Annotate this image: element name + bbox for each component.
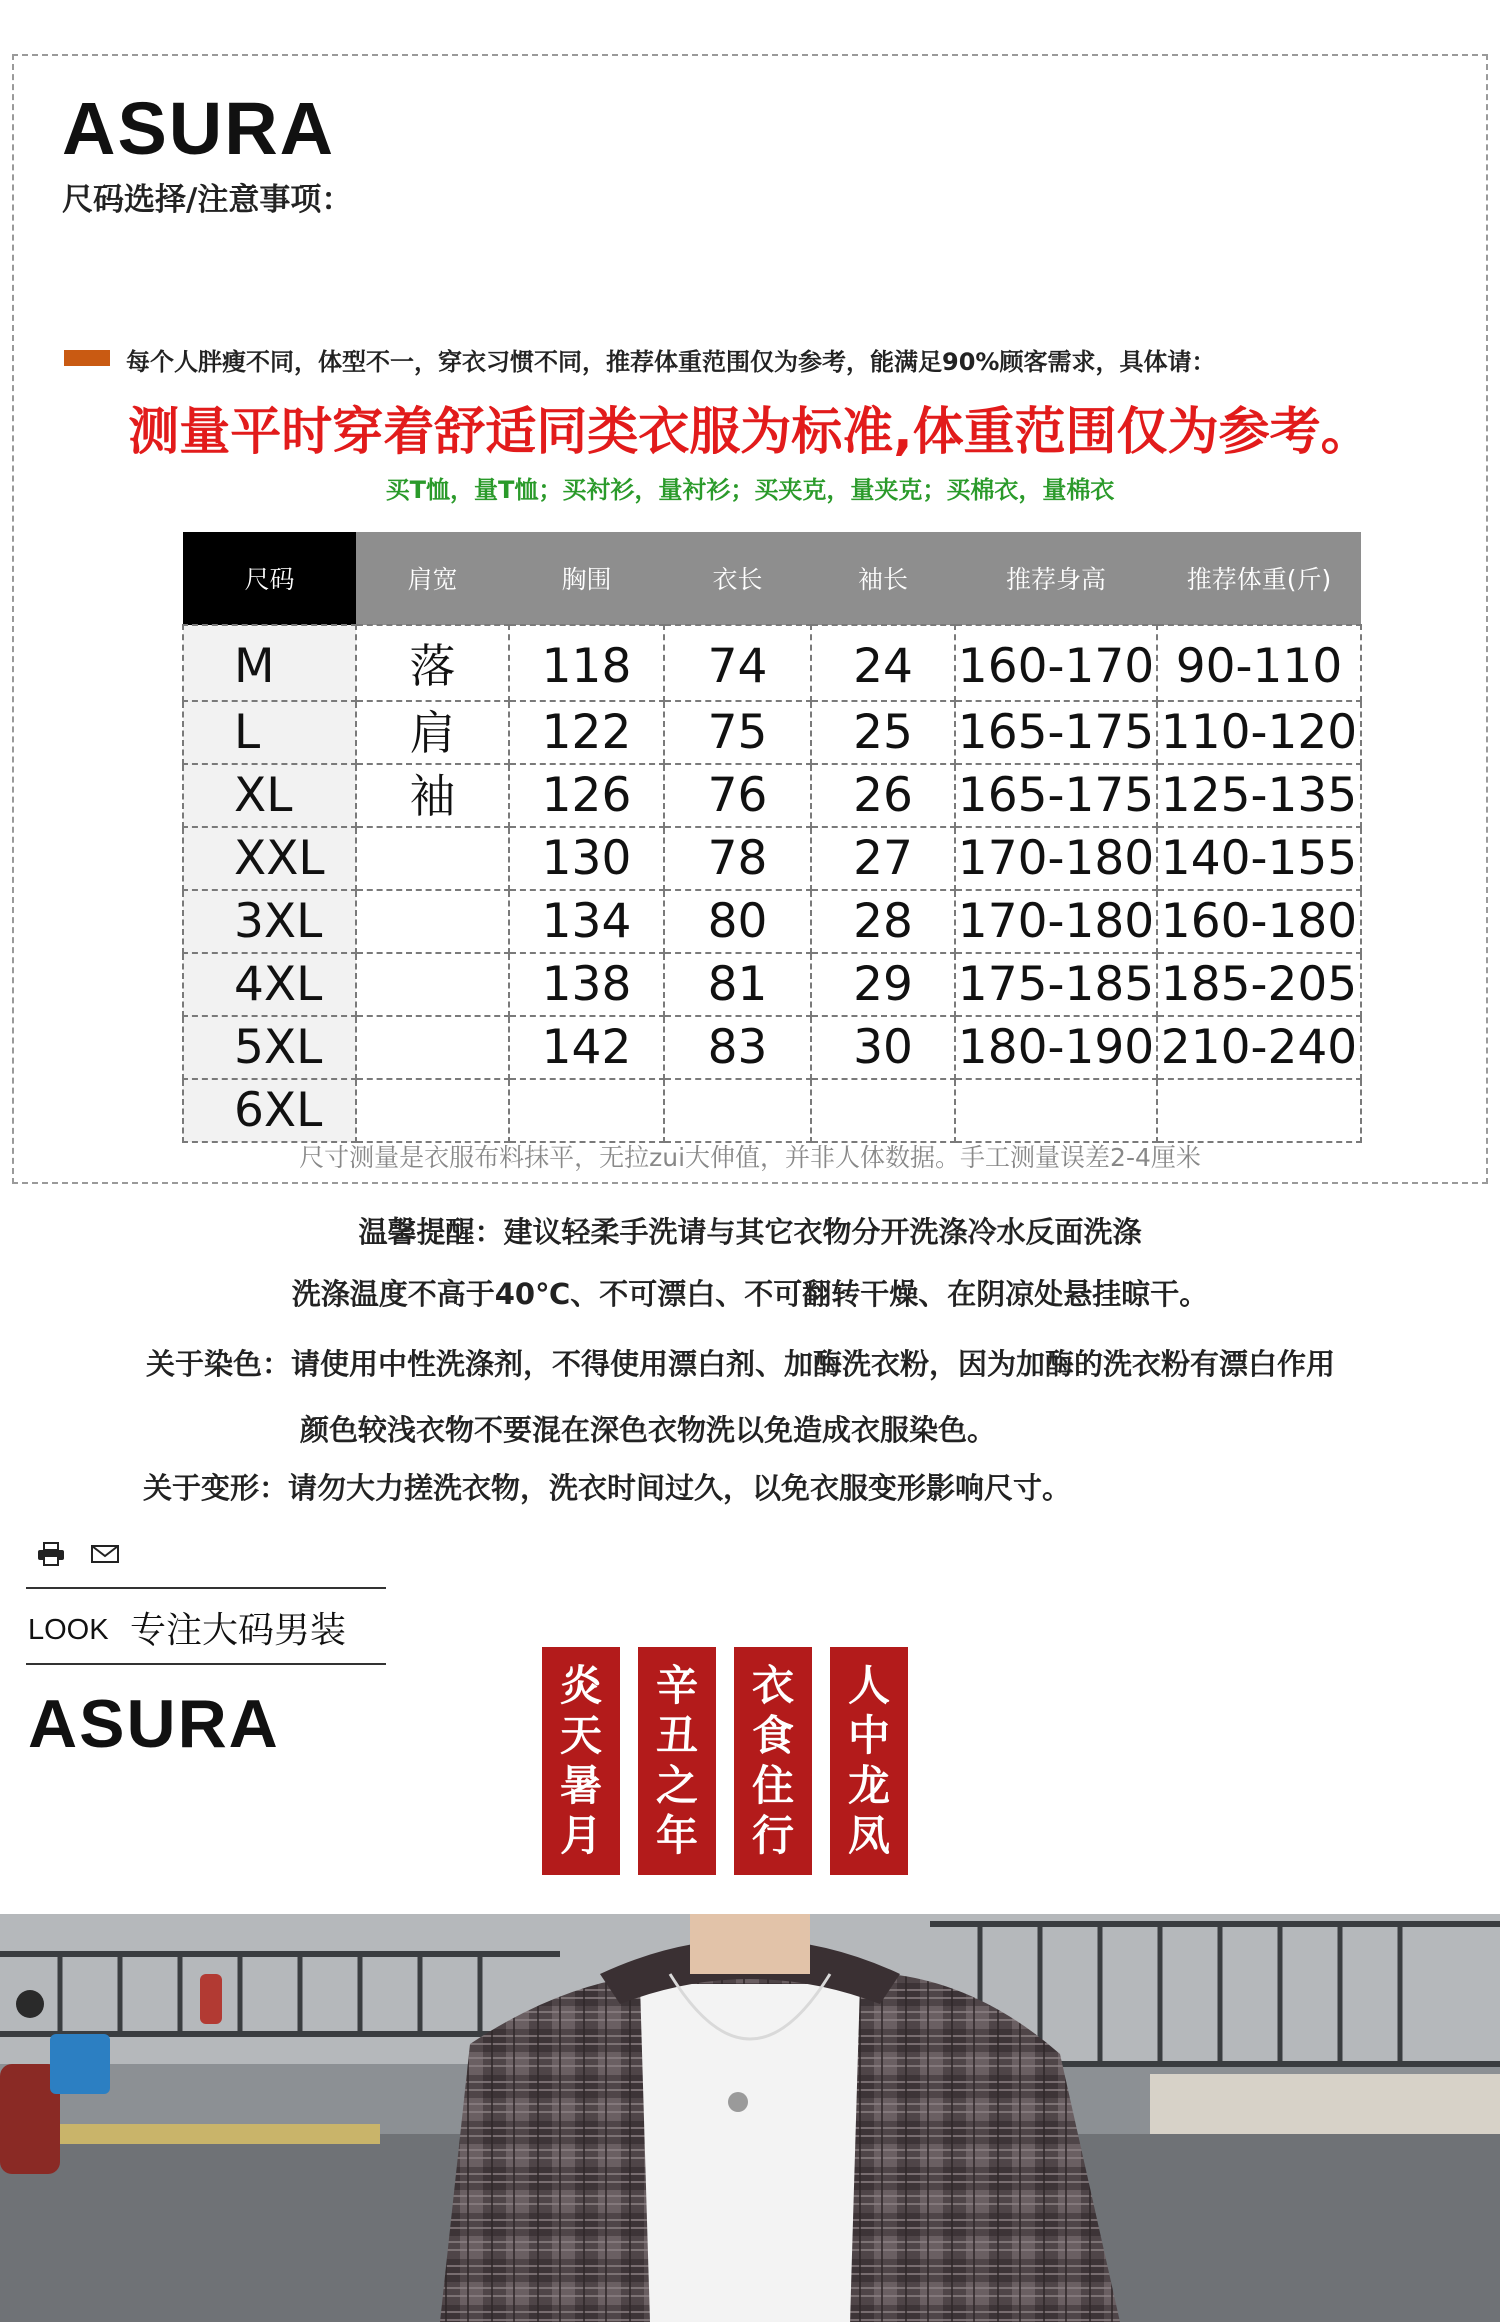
header-shoulder: 肩宽 bbox=[356, 532, 509, 625]
disclaimer-text: 每个人胖瘦不同，体型不一，穿衣习惯不同，推荐体重范围仅为参考，能满足90%顾客需求，具体请： bbox=[126, 348, 1216, 376]
cell-size: M bbox=[183, 625, 356, 701]
seal-char: 炎 bbox=[559, 1661, 602, 1710]
page-subtitle: 尺码选择/注意事项： bbox=[62, 182, 353, 218]
table-row bbox=[183, 827, 1361, 890]
measurement-footnote: 尺寸测量是衣服布料抹平，无拉zui大伸值，并非人体数据。手工测量误差2-4厘米 bbox=[299, 1143, 1201, 1172]
table-row bbox=[183, 1016, 1361, 1079]
cell-chest: 142 bbox=[509, 1016, 664, 1079]
measurement-headline: 测量平时穿着舒适同类衣服为标准,体重范围仅为参考。 bbox=[128, 403, 1372, 462]
cell-size: XXL bbox=[183, 827, 356, 890]
cell-weight: 125-135 bbox=[1157, 764, 1361, 827]
cell-shoulder bbox=[356, 1079, 509, 1142]
cell-chest: 134 bbox=[509, 890, 664, 953]
cell-chest: 118 bbox=[509, 625, 664, 701]
header-sleeve: 袖长 bbox=[811, 532, 955, 625]
model-photo bbox=[0, 1914, 1500, 2322]
cell-length: 76 bbox=[664, 764, 811, 827]
printer-icon[interactable] bbox=[36, 1542, 66, 1566]
share-toolbar bbox=[36, 1542, 120, 1566]
seal-char: 暑 bbox=[559, 1761, 602, 1810]
cell-length: 80 bbox=[664, 890, 811, 953]
cell-height: 180-190 bbox=[955, 1016, 1157, 1079]
seal-char: 辛 bbox=[655, 1661, 698, 1710]
seal-char: 中 bbox=[847, 1711, 890, 1760]
cell-weight: 140-155 bbox=[1157, 827, 1361, 890]
cell-sleeve: 30 bbox=[811, 1016, 955, 1079]
seal-char: 年 bbox=[655, 1811, 698, 1860]
seal-char: 人 bbox=[847, 1661, 890, 1710]
divider bbox=[26, 1587, 386, 1589]
table-row bbox=[183, 625, 1361, 701]
cell-shoulder bbox=[356, 890, 509, 953]
cell-length: 81 bbox=[664, 953, 811, 1016]
care-dye: 关于染色：请使用中性洗涤剂，不得使用漂白剂、加酶洗衣粉，因为加酶的洗衣粉有漂白作用 bbox=[146, 1347, 1336, 1381]
cell-shoulder: 肩 bbox=[356, 701, 509, 764]
cell-weight: 210-240 bbox=[1157, 1016, 1361, 1079]
cell-height: 170-180 bbox=[955, 827, 1157, 890]
cell-size: L bbox=[183, 701, 356, 764]
cell-length: 74 bbox=[664, 625, 811, 701]
table-row bbox=[183, 953, 1361, 1016]
cell-chest: 138 bbox=[509, 953, 664, 1016]
seal-char: 凤 bbox=[847, 1811, 890, 1860]
header-height: 推荐身高 bbox=[955, 532, 1157, 625]
table-row bbox=[183, 890, 1361, 953]
cell-size: 3XL bbox=[183, 890, 356, 953]
cell-shoulder: 落 bbox=[356, 625, 509, 701]
cell-sleeve: 27 bbox=[811, 827, 955, 890]
cell-chest bbox=[509, 1079, 664, 1142]
size-table-header bbox=[183, 532, 1361, 625]
cell-sleeve bbox=[811, 1079, 955, 1142]
cell-size: 5XL bbox=[183, 1016, 356, 1079]
cell-shoulder bbox=[356, 953, 509, 1016]
brand-logo-secondary: ASURA bbox=[28, 1686, 280, 1762]
care-reminder: 温馨提醒：建议轻柔手洗请与其它衣物分开洗涤冷水反面洗涤 bbox=[358, 1215, 1142, 1249]
seal-char: 月 bbox=[559, 1811, 602, 1860]
cell-length: 83 bbox=[664, 1016, 811, 1079]
seal-char: 住 bbox=[751, 1761, 794, 1810]
care-deform: 关于变形：请勿大力搓洗衣物，洗衣时间过久，以免衣服变形影响尺寸。 bbox=[143, 1471, 1072, 1505]
seal-char: 行 bbox=[751, 1811, 794, 1860]
cell-length: 75 bbox=[664, 701, 811, 764]
seal-char: 食 bbox=[751, 1711, 794, 1760]
seal-char: 之 bbox=[655, 1761, 698, 1810]
header-chest: 胸围 bbox=[509, 532, 664, 625]
cell-length: 78 bbox=[664, 827, 811, 890]
cell-chest: 126 bbox=[509, 764, 664, 827]
table-row bbox=[183, 701, 1361, 764]
seal-char: 丑 bbox=[655, 1711, 698, 1760]
tagline: 专注大码男装 bbox=[130, 1610, 347, 1651]
cell-height: 170-180 bbox=[955, 890, 1157, 953]
cell-sleeve: 28 bbox=[811, 890, 955, 953]
care-temperature: 洗涤温度不高于40℃、不可漂白、不可翻转干燥、在阴凉处悬挂晾干。 bbox=[291, 1277, 1209, 1311]
cell-size: XL bbox=[183, 764, 356, 827]
cell-shoulder bbox=[356, 827, 509, 890]
cell-sleeve: 24 bbox=[811, 625, 955, 701]
seal-summer bbox=[542, 1647, 620, 1875]
cell-size: 4XL bbox=[183, 953, 356, 1016]
header-size: 尺码 bbox=[183, 532, 356, 625]
cell-shoulder bbox=[356, 1016, 509, 1079]
seal-char: 天 bbox=[559, 1711, 602, 1760]
cell-size: 6XL bbox=[183, 1079, 356, 1142]
cell-sleeve: 25 bbox=[811, 701, 955, 764]
cell-height bbox=[955, 1079, 1157, 1142]
table-row bbox=[183, 1079, 1361, 1142]
cell-height: 165-175 bbox=[955, 764, 1157, 827]
street-scene-image bbox=[0, 1914, 1500, 2322]
cell-weight bbox=[1157, 1079, 1361, 1142]
cell-chest: 122 bbox=[509, 701, 664, 764]
cell-length bbox=[664, 1079, 811, 1142]
header-weight: 推荐体重(斤) bbox=[1157, 532, 1361, 625]
care-dye-cont: 颜色较浅衣物不要混在深色衣物洗以免造成衣服染色。 bbox=[300, 1413, 997, 1447]
seal-year bbox=[638, 1647, 716, 1875]
cell-sleeve: 29 bbox=[811, 953, 955, 1016]
seal-char: 龙 bbox=[847, 1761, 890, 1810]
size-table bbox=[182, 532, 1362, 1143]
seal-dragon bbox=[830, 1647, 908, 1875]
cell-sleeve: 26 bbox=[811, 764, 955, 827]
cell-weight: 160-180 bbox=[1157, 890, 1361, 953]
seal-life bbox=[734, 1647, 812, 1875]
cell-shoulder: 袖 bbox=[356, 764, 509, 827]
cell-height: 160-170 bbox=[955, 625, 1157, 701]
table-row bbox=[183, 764, 1361, 827]
measure-hint: 买T恤，量T恤；买衬衫，量衬衫；买夹克，量夹克；买棉衣，量棉衣 bbox=[385, 476, 1115, 504]
note-marker bbox=[64, 350, 110, 366]
divider bbox=[26, 1663, 386, 1665]
cell-weight: 185-205 bbox=[1157, 953, 1361, 1016]
seal-char: 衣 bbox=[751, 1661, 794, 1710]
cell-weight: 110-120 bbox=[1157, 701, 1361, 764]
cell-height: 175-185 bbox=[955, 953, 1157, 1016]
brand-logo: ASURA bbox=[62, 87, 336, 170]
cell-weight: 90-110 bbox=[1157, 625, 1361, 701]
look-label: LOOK bbox=[28, 1614, 109, 1646]
cell-chest: 130 bbox=[509, 827, 664, 890]
header-length: 衣长 bbox=[664, 532, 811, 625]
cell-height: 165-175 bbox=[955, 701, 1157, 764]
envelope-icon[interactable] bbox=[90, 1542, 120, 1566]
